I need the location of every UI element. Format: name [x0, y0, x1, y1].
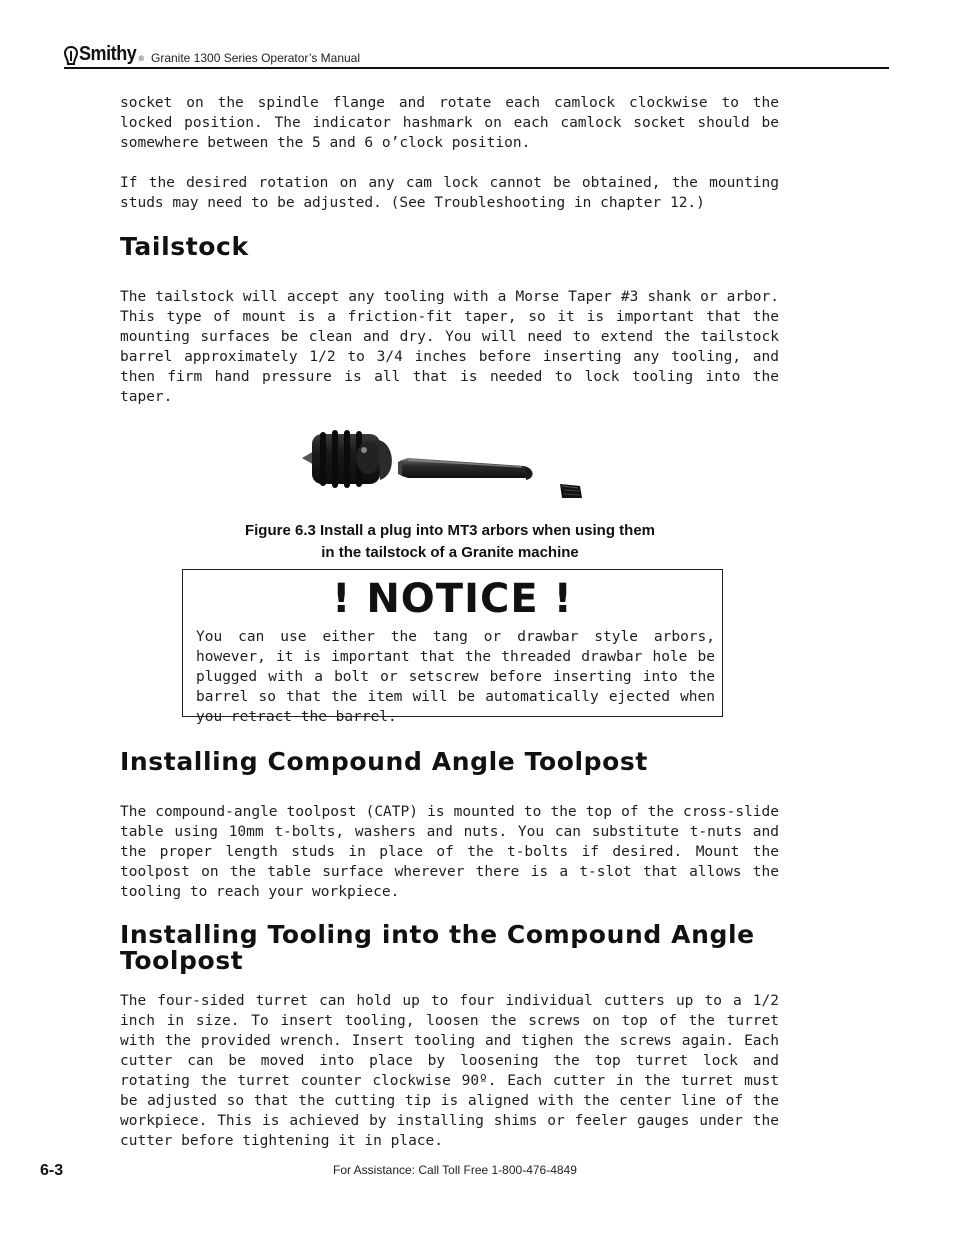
heading-tailstock: Tailstock — [120, 232, 249, 261]
heading-installing-tooling-line-1: Installing Tooling into the Compound Angle — [120, 920, 755, 949]
registered-mark: ® — [138, 56, 144, 63]
manual-title: Granite 1300 Series Operator’s Manual — [151, 51, 361, 65]
header-divider — [64, 67, 889, 69]
notice-title: ! NOTICE ! — [332, 576, 573, 622]
figure-caption-line-2: in the tailstock of a Granite machine — [321, 544, 579, 561]
footer-assistance: For Assistance: Call Toll Free 1-800-476-4849 — [333, 1163, 577, 1177]
paragraph-tailstock: The tailstock will accept any tooling with a Morse Taper #3 shank or arbor. This type of mount is a friction-fit taper, so it is important that the mounting surfaces be clean and dry. You will need to extend the tailstock barrel approximately 1/2 to 3/4 inches before inserting any tooling, and then firm hand pressure is all that is needed to lock tooling into the taper. — [120, 289, 779, 405]
brand-name: Smithy — [79, 43, 137, 65]
paragraph-turret: The four-sided turret can hold up to four individual cutters up to a 1/2 inch in size. To insert tooling, loosen the screws on top of the turret with the provided wrench. Insert tooling and tighen the screws again. Each cutter can be moved into place by loosening the top turret lock and rotating the turret counter clockwise 90º. Each cutter in the turret must be adjusted so that the cutting tip is aligned with the center line of the workpiece. This is achieved by installing shims or feeler gauges under the cutter before tightening it in place. — [120, 993, 779, 1149]
page-number: 6-3 — [40, 1162, 64, 1179]
drill-chuck-arbor-plug-image — [298, 420, 588, 508]
notice-text: You can use either the tang or drawbar style arbors, however, it is important that the threaded drawbar hole be plugged with a bolt or setscrew before inserting into the barrel so that the item will be automatically ejected when you retract the barrel. — [196, 629, 715, 725]
heading-installing-tooling — [120, 922, 800, 974]
figure-mt3-arbor — [298, 420, 588, 508]
paragraph-camlock: socket on the spindle flange and rotate each camlock clockwise to the locked position. The indicator hashmark on each camlock socket should be somewhere between the 5 and 6 o’clock position. — [120, 95, 779, 151]
smithy-logo-icon — [64, 46, 78, 65]
heading-installing-tooling-line-2: Toolpost — [120, 946, 244, 975]
notice-box — [182, 569, 723, 725]
figure-caption-line-1: Figure 6.3 Install a plug into MT3 arbors when using them — [244, 522, 656, 539]
paragraph-catp: The compound-angle toolpost (CATP) is mounted to the top of the cross-slide table using 10mm t-bolts, washers and nuts. You can substitute t-nuts and the proper length studs in place of the t-bolts if desired. Mount the toolpost on the table surface wherever there is a t-slot that allows the tooling to reach your workpiece. — [120, 804, 779, 900]
brand-logo — [64, 40, 144, 66]
figure-caption — [200, 520, 700, 564]
paragraph-troubleshooting: If the desired rotation on any cam lock cannot be obtained, the mounting studs may need to be adjusted. (See Troubleshooting in chapter 12.) — [120, 175, 779, 211]
heading-installing-catp: Installing Compound Angle Toolpost — [120, 747, 648, 776]
